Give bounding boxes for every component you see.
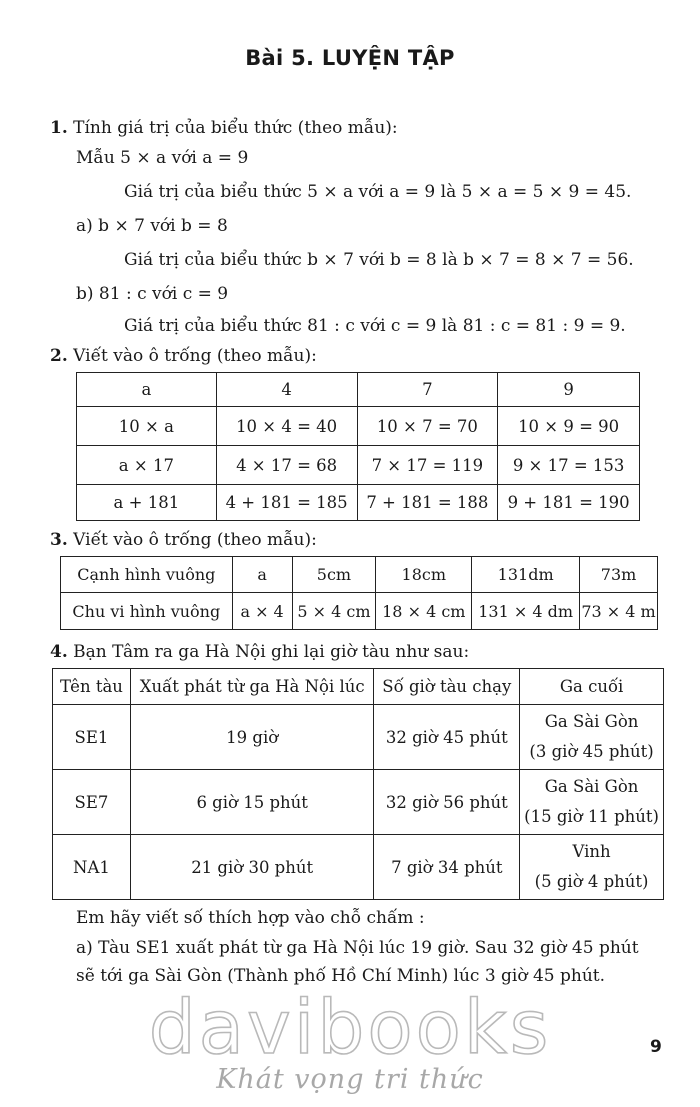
ex4-header-cell: Xuất phát từ ga Hà Nội lúc <box>130 669 374 705</box>
ex4-destination <box>520 705 664 770</box>
ex4-depart: 19 giờ <box>130 705 374 770</box>
ex3-heading <box>50 530 317 550</box>
ex4-train-name: SE7 <box>53 770 131 835</box>
ex4-duration: 32 giờ 45 phút <box>374 705 520 770</box>
ex4-duration: 32 giờ 56 phút <box>374 770 520 835</box>
ex1-a-label: a) b × 7 với b = 8 <box>76 216 228 236</box>
ex3-cell: a <box>232 557 292 593</box>
ex3-cell: Cạnh hình vuông <box>61 557 233 593</box>
ex1-b-label: b) 81 : c với c = 9 <box>76 284 229 304</box>
ex3-heading-text: Viết vào ô trống (theo mẫu): <box>73 530 317 550</box>
ex2-cell: 10 × 7 = 70 <box>357 407 498 446</box>
ex1-heading-text: Tính giá trị của biểu thức (theo mẫu): <box>73 118 398 138</box>
ex3-cell: 131 × 4 dm <box>472 593 580 630</box>
watermark-logo: davibooks <box>148 985 552 1071</box>
ex2-cell: 7 <box>357 373 498 407</box>
ex3-row <box>61 593 658 630</box>
ex4-table <box>52 668 664 900</box>
ex3-number: 3. <box>50 530 68 550</box>
ex4-destination <box>520 770 664 835</box>
ex1-heading <box>50 118 398 138</box>
ex2-cell: 4 + 181 = 185 <box>216 485 357 521</box>
ex4-train-name: NA1 <box>53 835 131 900</box>
ex1-a-answer: Giá trị của biểu thức b × 7 với b = 8 là b × 7 = 8 × 7 = 56. <box>124 250 634 270</box>
ex2-cell: 7 × 17 = 119 <box>357 446 498 485</box>
ex3-cell: 73 × 4 m <box>580 593 658 630</box>
ex4-header-row <box>53 669 664 705</box>
ex4-header-cell: Số giờ tàu chạy <box>374 669 520 705</box>
ex1-number: 1. <box>50 118 68 138</box>
ex2-row <box>77 446 640 485</box>
ex3-cell: a × 4 <box>232 593 292 630</box>
ex2-cell: 9 <box>498 373 640 407</box>
page-number: 9 <box>650 1037 662 1057</box>
ex2-cell: a <box>77 373 217 407</box>
ex4-row <box>53 705 664 770</box>
ex3-row <box>61 557 658 593</box>
ex3-cell: 131dm <box>472 557 580 593</box>
ex4-number: 4. <box>50 642 68 662</box>
ex3-cell: 5cm <box>292 557 376 593</box>
page-title: Bài 5. LUYỆN TẬP <box>245 46 455 70</box>
ex3-cell: 5 × 4 cm <box>292 593 376 630</box>
ex3-cell: Chu vi hình vuông <box>61 593 233 630</box>
ex4-instruction: Em hãy viết số thích hợp vào chỗ chấm : <box>76 908 425 928</box>
ex3-cell: 18 × 4 cm <box>376 593 472 630</box>
ex4-destination <box>520 835 664 900</box>
ex2-cell: 10 × 4 = 40 <box>216 407 357 446</box>
ex1-b-answer: Giá trị của biểu thức 81 : c với c = 9 là 81 : c = 81 : 9 = 9. <box>124 316 626 336</box>
ex2-cell: 7 + 181 = 188 <box>357 485 498 521</box>
ex4-dest-name: Ga Sài Gòn <box>544 777 639 796</box>
ex4-dest-time: (15 giờ 11 phút) <box>524 807 659 826</box>
ex2-cell: a × 17 <box>77 446 217 485</box>
ex3-cell: 73m <box>580 557 658 593</box>
ex1-sample-answer: Giá trị của biểu thức 5 × a với a = 9 là 5 × a = 5 × 9 = 45. <box>124 182 632 202</box>
ex2-cell: 10 × a <box>77 407 217 446</box>
ex4-dest-time: (3 giờ 45 phút) <box>529 742 654 761</box>
ex1-sample-label: Mẫu 5 × a với a = 9 <box>76 148 249 168</box>
ex4-duration: 7 giờ 34 phút <box>374 835 520 900</box>
ex4-answer-a-line1: a) Tàu SE1 xuất phát từ ga Hà Nội lúc 19 giờ. Sau 32 giờ 45 phút <box>76 938 639 958</box>
ex3-cell: 18cm <box>376 557 472 593</box>
ex2-cell: 4 <box>216 373 357 407</box>
ex4-answer-a-line2: sẽ tới ga Sài Gòn (Thành phố Hồ Chí Minh) lúc 3 giờ 45 phút. <box>76 966 606 986</box>
ex2-number: 2. <box>50 346 68 366</box>
ex2-cell: 4 × 17 = 68 <box>216 446 357 485</box>
ex2-row <box>77 407 640 446</box>
ex2-table <box>76 372 640 521</box>
ex2-cell: 9 × 17 = 153 <box>498 446 640 485</box>
ex4-train-name: SE1 <box>53 705 131 770</box>
ex4-depart: 6 giờ 15 phút <box>130 770 374 835</box>
watermark-tagline: Khát vọng tri thức <box>216 1064 484 1095</box>
ex4-row <box>53 770 664 835</box>
ex4-dest-time: (5 giờ 4 phút) <box>534 872 649 891</box>
ex4-heading-text: Bạn Tâm ra ga Hà Nội ghi lại giờ tàu như sau: <box>73 642 470 662</box>
ex2-row <box>77 485 640 521</box>
ex4-heading <box>50 642 469 662</box>
ex2-row-header <box>77 373 640 407</box>
ex4-depart: 21 giờ 30 phút <box>130 835 374 900</box>
ex2-cell: 10 × 9 = 90 <box>498 407 640 446</box>
ex2-cell: a + 181 <box>77 485 217 521</box>
ex2-cell: 9 + 181 = 190 <box>498 485 640 521</box>
ex4-dest-name: Vinh <box>572 842 611 861</box>
ex4-header-cell: Tên tàu <box>53 669 131 705</box>
ex4-dest-name: Ga Sài Gòn <box>544 712 639 731</box>
ex4-row <box>53 835 664 900</box>
ex2-heading-text: Viết vào ô trống (theo mẫu): <box>73 346 317 366</box>
ex3-table <box>60 556 658 630</box>
ex2-heading <box>50 346 317 366</box>
ex4-header-cell: Ga cuối <box>520 669 664 705</box>
